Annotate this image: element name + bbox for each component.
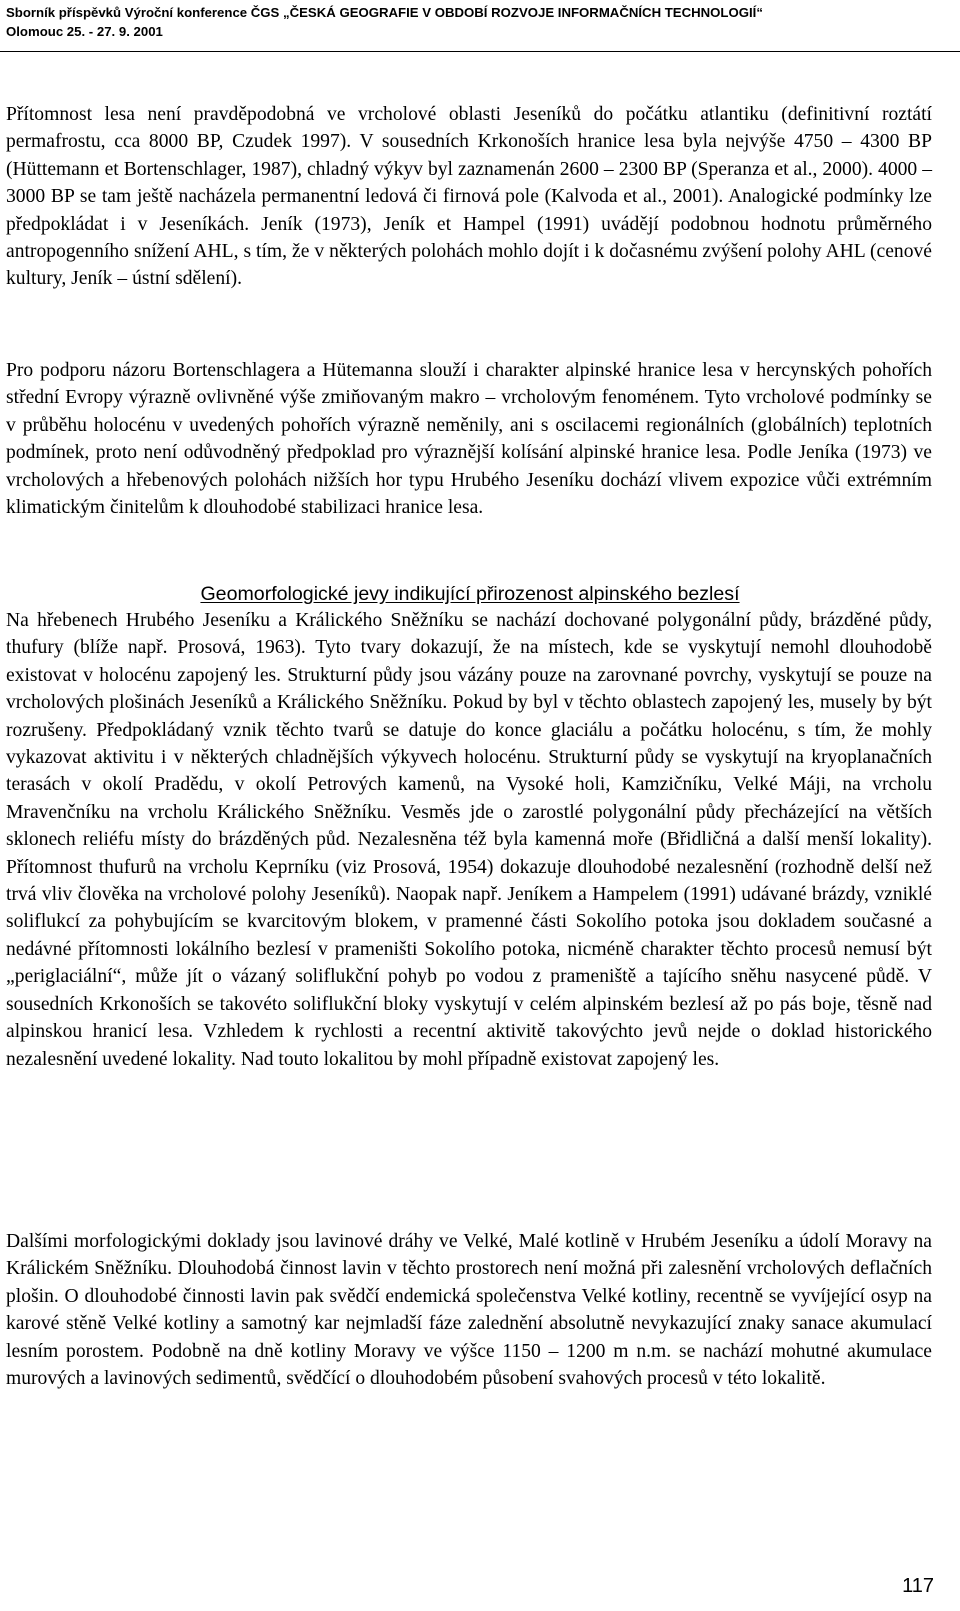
- paragraph-periglacial-landforms: [6, 607, 932, 1073]
- paragraph-text: Dalšími morfologickými doklady jsou lavinové dráhy ve Velké, Malé kotlině v Hrubém Jeseníku a údolí Moravy na Králickém Sněžníku. Dlouhodobá činnost lavin v těchto prostorech není možná při zalesnění vrcholových deflačních plošin. O dlouhodobé činnosti lavin pak svědčí endemická společenstva Velké kotliny, recentně se vyvíjející osyp na karové stěně Velké kotliny a samotný kar nejmladší fáze zalednění absolutně nevykazující znaky sanace akumulací lesním porostem. Podobně na dně kotliny Moravy ve výšce 1150 – 1200 m n.m. se nachází mohutné akumulace murových a lavinových sedimentů, svědčící o dlouhodobém působení svahových procesů v této lokalitě.: [6, 1231, 932, 1390]
- section-heading: Geomorfologické jevy indikující přirozenost alpinského bezlesí: [200, 583, 740, 605]
- running-header: [6, 3, 946, 41]
- paragraph-text: Na hřebenech Hrubého Jeseníku a Králického Sněžníku se nachází dochované polygonální půdy, brázděné půdy, thufury (blíže např. Prosová, 1963). Tyto tvary dokazují, že na místech, kde se vyskytují nemohl dlouhodobě existovat v holocénu zapojený les. Strukturní půdy jsou vázány pouze na zarovnané povrchy, vyskytují se pouze na vrcholových plošinách Jeseníků a Králického Sněžníku. Pokud by byl v těchto oblastech zapojený les, musely by být rozrušeny. Předpokládaný vznik těchto tvarů se datuje do konce glaciálu a počátku holocénu, s tím, že mohly vykazovat aktivitu i v některých chladnějších výkyvech holocénu. Strukturní půdy se vyskytují na kryoplanačních terasách v okolí Pradědu, v okolí Petrových kamenů, na Vysoké holi, Kamzičníku, Velké Máji, na vrcholu Mravenčníku na vrcholu Králického Sněžníku. Vesměs jde o zarostlé polygonální půdy přecházející na větších sklonech reliéfu místy do brázděných půd. Nezalesněna též byla kamenná moře (Břidličná a další menší lokality). Přítomnost thufurů na vrcholu Keprníku (viz Prosová, 1954) dokazuje dlouhodobé nezalesnění (rozhodně delší než trvá vliv člověka na vrcholové polohy Jeseníků). Naopak např. Jeníkem a Hampelem (1991) udávané brázdy, vzniklé soliflukcí za pohybujícím se kvarcitovým blokem, v pramenné části Sokolího potoka jsou dokladem současné a nedávné přítomnosti lokálního bezlesí v prameništi Sokolího potoka, nicméně charakter těchto procesů nemusí být „periglaciální“, může jít o vázaný soliflukční pohyb po vodou z prameniště a tajícího sněhu nasycené půdě. V sousedních Krkonoších se takovéto soliflukční bloky vyskytují v celém alpinském bezlesí až po pás boje, těsně nad alpinskou hranicí lesa. Vzhledem k rychlosti a recentní aktivitě takovýchto jevů nejde o doklad historického nezalesnění uvedené lokality. Nad touto lokalitou by mohl případně existovat zapojený les.: [6, 610, 932, 1070]
- paragraph-alpine-tree-line: [6, 357, 932, 521]
- section-heading-wrapper: [0, 581, 940, 607]
- paragraph-text: Pro podporu názoru Bortenschlagera a Hütemanna slouží i charakter alpinské hranice lesa v hercynských pohořích střední Evropy výrazně ovlivněné výše zmiňovaným makro – vrcholovým fenoménem. Tyto vrcholové podmínky se v průběhu holocénu v uvedených pohořích výrazně neměnily, ani s oscilacemi regionálních (globálních) teplotních podmínek, proto není odůvodněný předpoklad pro výraznější kolísání alpinské hranice lesa. Podle Jeníka (1973) ve vrcholových a hřebenových polohách nižších hor typu Hrubého Jeseníku dochází vlivem expozice vůči extrémním klimatickým činitelům k dlouhodobé stabilizaci hranice lesa.: [6, 360, 932, 519]
- paragraph-text: Přítomnost lesa není pravděpodobná ve vrcholové oblasti Jeseníků do počátku atlantiku (definitivní roztátí permafrostu, cca 8000 BP, Czudek 1997). V sousedních Krkonoších hranice lesa byla nejvýše 4750 – 4300 BP (Hüttemann et Bortenschlager, 1987), chladný výkyv byl zaznamenán 2600 – 2300 BP (Speranza et al., 2000). 4000 – 3000 BP se tam ještě nacházela permanentní ledová či firnová pole (Kalvoda et al., 2001). Analogické podmínky lze předpokládat i v Jeseníkách. Jeník (1973), Jeník et Hampel (1991) uvádějí podobnou hodnotu průměrného antropogenního snížení AHL, s tím, že v některých polohách mohlo dojít i k dočasnému zvýšení polohy AHL (cenové kultury, Jeník – ústní sdělení).: [6, 104, 932, 290]
- header-proceedings-title: Sborník příspěvků Výroční konference ČGS „ČESKÁ GEOGRAFIE V OBDOBÍ ROZVOJE INFORMAČNÍCH TECHNOLOGIÍ“: [6, 5, 763, 20]
- header-venue-date: Olomouc 25. - 27. 9. 2001: [6, 24, 163, 39]
- header-divider: [0, 51, 960, 52]
- page-number: 117: [902, 1575, 934, 1597]
- paragraph-forest-presence: [6, 101, 932, 293]
- paragraph-avalanche-tracks: [6, 1228, 932, 1392]
